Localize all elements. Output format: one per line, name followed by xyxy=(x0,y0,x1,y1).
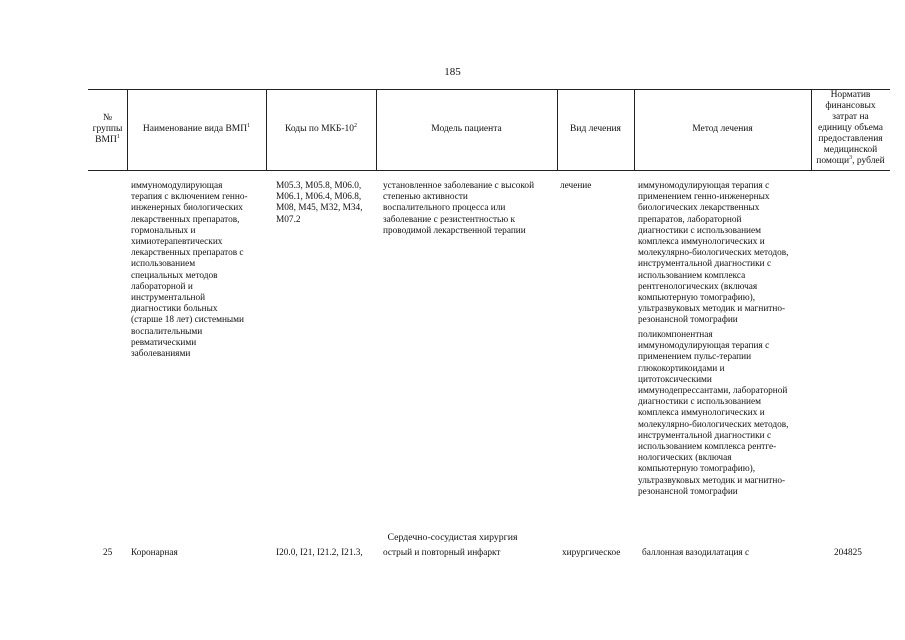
footnote-marker: 3 xyxy=(849,154,853,161)
header-norm-line: финансовых xyxy=(825,101,876,111)
footnote-marker: 1 xyxy=(116,133,120,140)
header-group-number xyxy=(88,89,127,170)
row1-method-a: иммуномодулирующая терапия с применением генно-инженерных биологических лекарственных препаратов, лабораторной диагностики с использованием комплекса иммунологических и молекулярно-биологических методов, инструментальной диагностики с использованием комплекса рентгенологических (включая компьютерную томографию), ультразвуковых методик и магнитно- резонансной томографии xyxy=(638,181,789,326)
row1-vmp-name: иммуномодулирующая терапия с включением генно- инженерных биологических лекарственных препаратов, гормональных и химиотерапевтических лекарственных препаратов с использованием специальных методов лабораторной и инструментальной диагностики больных (старше 18 лет) системными воспалительными ревматическими заболеваниями xyxy=(131,181,248,360)
header-norm-line: затрат на xyxy=(832,112,869,122)
header-treatment-method xyxy=(634,89,811,170)
header-group-line: № xyxy=(102,113,113,123)
page-number: 185 xyxy=(444,66,461,78)
row1-treatment-type: лечение xyxy=(560,181,592,191)
header-norm-last-suffix: , рублей xyxy=(852,156,885,166)
row1-codes: М05.3, М05.8, М06.0, М06.1, М06.4, М06.8, М08, М45, М32, М34, М07.2 xyxy=(276,181,363,225)
row2-group-number: 25 xyxy=(103,548,113,558)
header-vmp-name-text: Наименование вида ВМП xyxy=(142,124,248,134)
header-patient-model-text: Модель пациента xyxy=(431,124,502,134)
header-group-line: группы xyxy=(92,124,123,134)
row2-method: баллонная вазодилатация с xyxy=(642,548,750,558)
row2-norm: 204825 xyxy=(834,548,862,558)
row1-patient-model: установленное заболевание с высокой степенью активности воспалительного процесса или заболевание с резистентностью к проводимой лекарственной терапии xyxy=(383,181,535,236)
header-treatment-method-text: Метод лечения xyxy=(692,124,753,134)
footnote-marker: 2 xyxy=(354,122,358,129)
header-norm-line: предоставления xyxy=(818,134,883,144)
row2-vmp-name: Коронарная xyxy=(131,548,178,558)
header-bottom-rule xyxy=(88,170,890,171)
header-treatment-type xyxy=(557,89,634,170)
row2-patient-model: острый и повторный инфаркт xyxy=(383,548,501,558)
header-norm-line: Норматив xyxy=(830,90,871,100)
header-codes xyxy=(266,89,376,170)
header-norm-line: единицу объема xyxy=(817,123,884,133)
header-norm-last: помощи xyxy=(816,156,850,166)
header-norm-line: медицинской xyxy=(823,145,878,155)
header-treatment-type-text: Вид лечения xyxy=(570,124,621,134)
row2-codes: I20.0, I21, I21.2, I21.3, xyxy=(276,548,363,558)
section-title: Сердечно-сосудистая хирургия xyxy=(387,532,518,543)
footnote-marker: 1 xyxy=(247,122,251,129)
row1-method-b: поликомпонентная иммуномодулирующая терапия с применением пульс-терапии глюкокортикоидами и цитотоксическими иммунодепрессантами, лабораторной диагностики с использованием комплекса иммунологических и молекулярно-биологических методов, инструментальной диагностики с использованием комплекса рентге- нологических (включая компьютерную томографию), ультразвуковых методик и магнитно- резонансной томографии xyxy=(638,330,789,497)
row2-treatment-type: хирургическое xyxy=(562,548,621,558)
header-vmp-name xyxy=(127,89,266,170)
header-norm xyxy=(811,89,890,170)
header-codes-text: Коды по МКБ-10 xyxy=(284,124,355,134)
header-group-last: ВМП xyxy=(95,135,117,145)
header-patient-model xyxy=(376,89,557,170)
